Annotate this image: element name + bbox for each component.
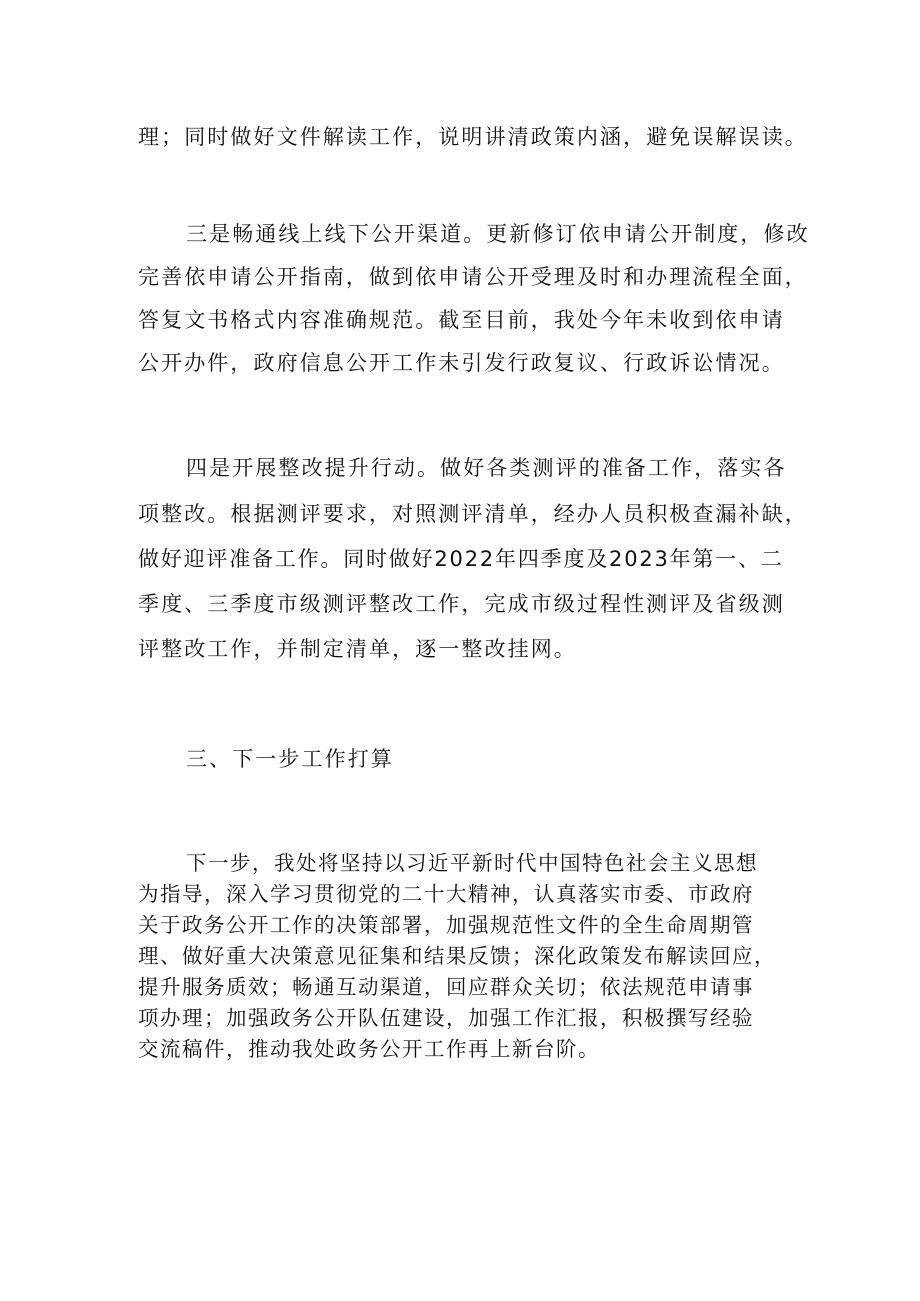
paragraph-line: 完善依申请公开指南，做到依申请公开受理及时和办理流程全面， (138, 265, 808, 289)
section-heading (138, 743, 788, 775)
paragraph-line: 关于政务公开工作的决策部署，加强规范性文件的全生命周期管 (138, 913, 754, 937)
paragraph-line: 公开办件，政府信息公开工作未引发行政复议、行政诉讼情况。 (138, 351, 785, 375)
paragraph-line: 答复文书格式内容准确规范。截至目前，我处今年未收到依申请 (138, 308, 785, 332)
paragraph-line: 为指导，深入学习贯彻党的二十大精神，认真落实市委、市政府 (138, 882, 754, 906)
paragraph-line: 季度、三季度市级测评整改工作，完成市级过程性测评及省级测 (138, 592, 785, 616)
paragraph-open-channels (138, 218, 810, 379)
section-heading-text: 三、下一步工作打算 (186, 747, 394, 771)
paragraph-continuation (138, 121, 808, 153)
paragraph-line: 三是畅通线上线下公开渠道。更新修订依申请公开制度，修改 (186, 222, 810, 246)
paragraph-line: 做好迎评准备工作。同时做好2022年四季度及2023年第一、二 (138, 547, 784, 571)
paragraph-line: 理；同时做好文件解读工作，说明讲清政策内涵，避免误解误读。 (138, 125, 808, 149)
paragraph-line: 理、做好重大决策意见征集和结果反馈；深化政策发布解读回应， (138, 944, 776, 968)
paragraph-line: 交流稿件，推动我处政务公开工作再上新台阶。 (138, 1037, 600, 1061)
paragraph-next-step (138, 848, 788, 1065)
paragraph-rectification (138, 452, 808, 665)
paragraph-line: 四是开展整改提升行动。做好各类测评的准备工作，落实各 (186, 456, 787, 480)
paragraph-line: 下一步，我处将坚持以习近平新时代中国特色社会主义思想 (186, 851, 758, 875)
paragraph-line: 评整改工作，并制定清单，逐一整改挂网。 (138, 637, 577, 661)
paragraph-line: 项整改。根据测评要求，对照测评清单，经办人员积极查漏补缺， (138, 502, 808, 526)
paragraph-line: 提升服务质效；畅通互动渠道，回应群众关切；依法规范申请事 (138, 975, 754, 999)
paragraph-line: 项办理；加强政务公开队伍建设，加强工作汇报，积极撰写经验 (138, 1006, 754, 1030)
